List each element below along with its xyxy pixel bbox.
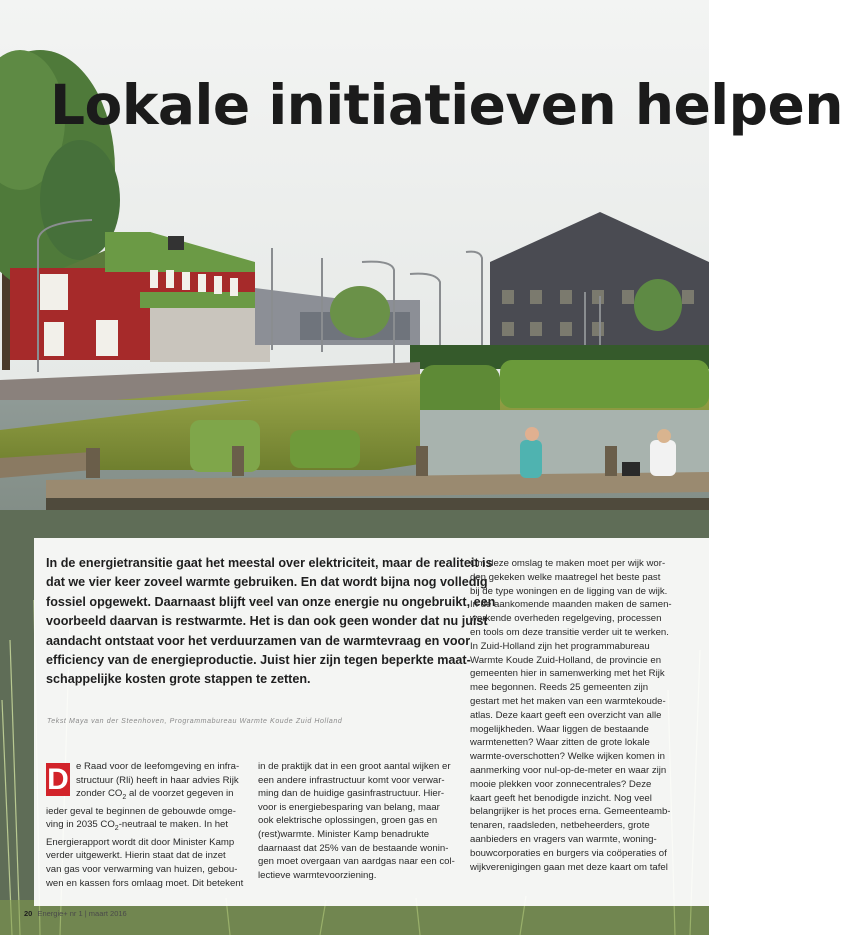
body-line: wijkverenigingen gaan met deze kaart om tafel: [470, 861, 668, 873]
body-line: warmte-overschotten? Welke wijken komen in: [470, 751, 665, 763]
intro-line: efficiency van de energieproductie. Juist hier zijn tegen beperkte maat-: [46, 653, 471, 668]
body-line: ook elektrische oplossingen, groen gas en: [258, 815, 438, 827]
intro-line: aandacht ontstaat voor het verduurzamen van de warmtevraag en voor: [46, 633, 471, 648]
body-line: ving in 2035 $CO_2$-neutraal te maken. In het: [46, 819, 229, 833]
body-line: mooie plekken voor zonnecentrales? Deze: [470, 778, 652, 790]
body-line: Warmte Koude Zuid-Holland, de provincie en: [470, 654, 662, 666]
intro-line: In de energietransitie gaat het meestal over elektriciteit, maar de realiteit is: [46, 556, 493, 570]
body-line: verder uitgewerkt. Hierin staat dat de inzet: [46, 850, 226, 862]
body-line: zonder $CO_2$ al de voorzet gegeven in: [76, 788, 234, 802]
intro-line: schappelijke kosten grote stappen te zetten.: [46, 672, 311, 687]
body-column-2: [258, 760, 454, 882]
body-line: belangrijker is het proces erna. Gemeenteamb-: [470, 806, 671, 818]
body-line: bij de type woningen en de ligging van de wijk.: [470, 585, 668, 597]
page-footer: [24, 909, 127, 918]
author-byline: Tekst Maya van der Steenhoven, Programmabureau Warmte Koude Zuid Holland: [47, 718, 343, 725]
page-number: 20: [24, 909, 33, 918]
body-line: gen moet overgaan van aardgas naar een col-: [258, 856, 455, 868]
body-line: aanmerking voor nul-op-de-meter en waar zijn: [470, 764, 667, 776]
body-line: bouwcorporaties en burgers via coöperaties of: [470, 847, 667, 859]
body-line: den gekeken welke maatregel het beste past: [470, 571, 661, 583]
body-line: van gas voor verwarming van huizen, gebou-: [46, 863, 238, 875]
body-line: Om deze omslag te maken moet per wijk wor-: [470, 558, 666, 569]
body-line: werkende overheden regelgeving, processen: [470, 613, 662, 625]
body-line: aanbieders en vragers van warmte, woning-: [470, 833, 657, 845]
body-line: mee begonnen. Reeds 25 gemeenten zijn: [470, 682, 649, 694]
body-line: daarnaast dat 25% van de bestaande wonin-: [258, 842, 449, 854]
body-line: mogelijkheden. Waar liggen de bestaande: [470, 723, 649, 735]
drop-cap: D: [47, 763, 69, 796]
body-line: Energierapport wordt dit door Minister Kamp: [46, 836, 235, 848]
body-line: atlas. Deze kaart geeft een overzicht van alle: [470, 709, 662, 721]
intro-paragraph: [46, 554, 496, 690]
body-line: tenaren, raadsleden, netbeheerders, grote: [470, 820, 650, 832]
intro-line: voorbeeld daarvan is restwarmte. Het is dan ook geen wonder dat nu juist: [46, 614, 488, 629]
body-line: e Raad voor de leefomgeving en infra-: [76, 761, 240, 772]
body-column-1: [46, 760, 246, 890]
body-line: lectieve warmtevoorziening.: [258, 869, 377, 881]
body-line: gestart met het maken van een warmtekoude-: [470, 695, 666, 707]
body-column-3: [470, 557, 690, 874]
intro-line: dat we vier keer zoveel warmte gebruiken. En dat wordt bijna nog volledig: [46, 575, 488, 590]
body-line: wen en kassen fors omlaag moet. Dit betekent: [46, 877, 244, 889]
magazine-issue: Energie+ nr 1 | maart 2016: [37, 909, 127, 918]
body-line: ming dan de huidige gasinfrastructuur. Hier-: [258, 788, 445, 800]
body-line: In Zuid-Holland zijn het programmabureau: [470, 640, 650, 652]
body-line: een andere infrastructuur komt voor verwar-: [258, 774, 445, 786]
body-line: en tools om deze transitie verder uit te werken.: [470, 626, 669, 638]
body-line: kaart geeft het benodigde inzicht. Nog veel: [470, 792, 652, 804]
body-line: In de aankomende maanden maken de samen-: [470, 599, 672, 611]
page-headline: Lokale initiatieven helpen: [50, 73, 843, 137]
body-line: voor is energiebesparing van belang, maar: [258, 801, 440, 813]
intro-line: fossiel opgewekt. Daarnaast blijft veel van onze energie nu ongebruikt, een: [46, 594, 496, 609]
body-line: warmtenetten? Waar zitten de grote lokale: [470, 737, 650, 749]
body-line: structuur (Rli) heeft in haar advies Rijk: [76, 774, 239, 786]
body-line: gemeenten hier in samenwerking met het Rijk: [470, 668, 665, 680]
body-line: ieder geval te beginnen de gebouwde omge-: [46, 805, 236, 817]
body-line: in de praktijk dat in een groot aantal wijken er: [258, 761, 451, 772]
body-line: (rest)warmte. Minister Kamp benadrukte: [258, 828, 430, 840]
